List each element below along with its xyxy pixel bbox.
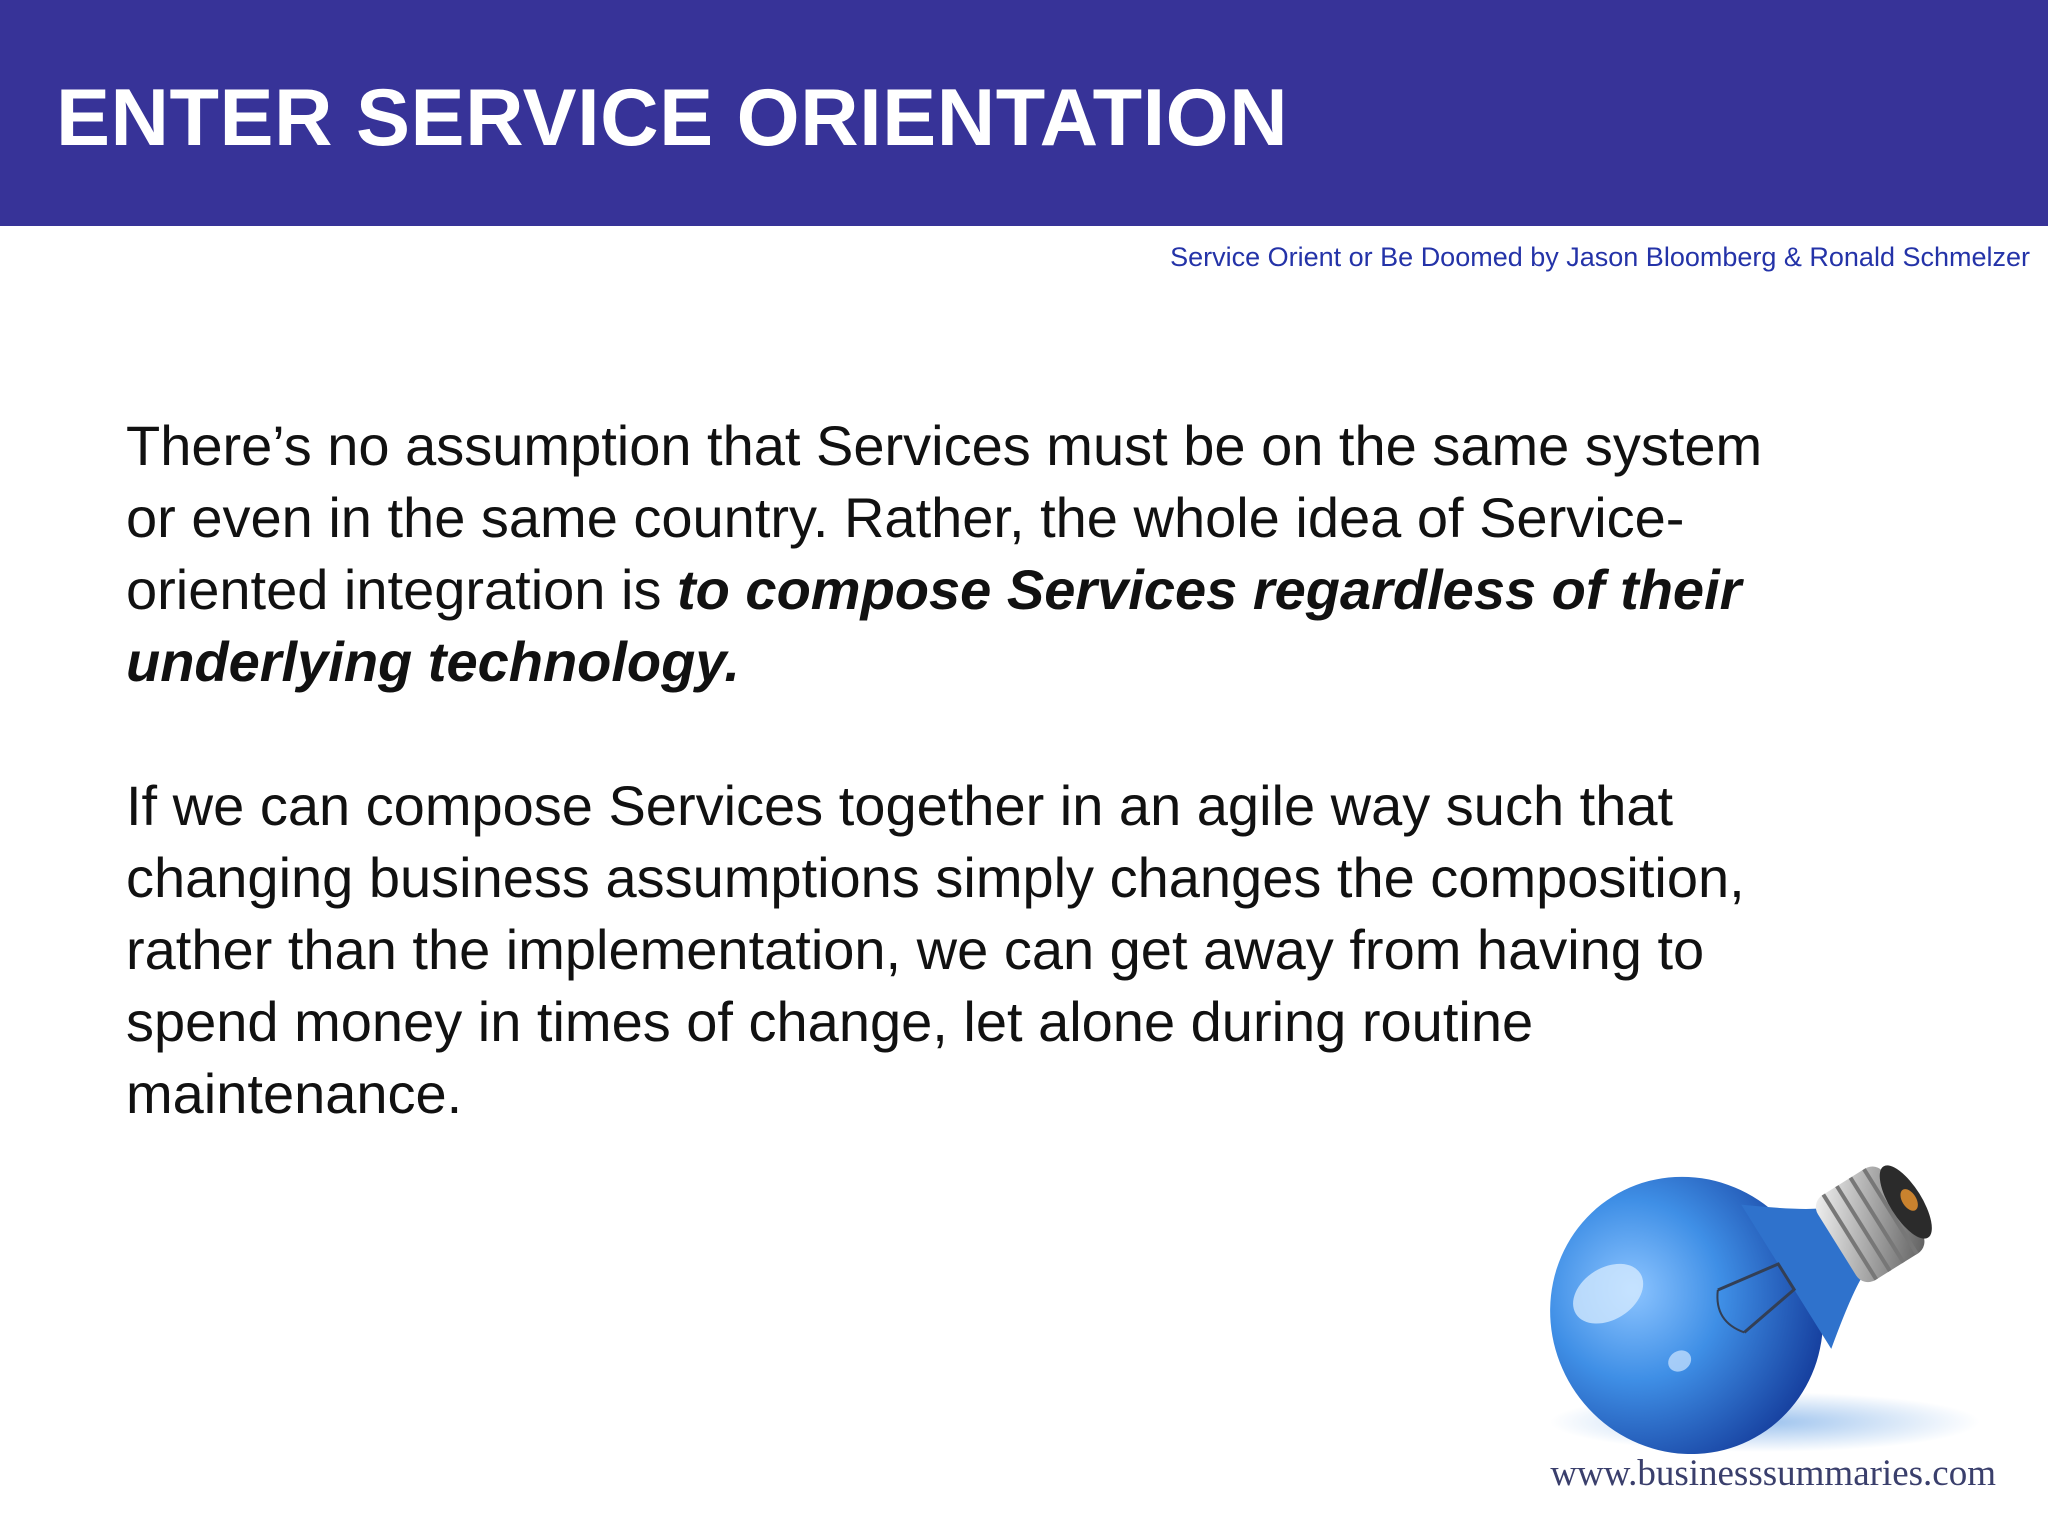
paragraph-1-emphasis-1: to compose Services regardless of their (677, 558, 1742, 621)
paragraph-1-line-1: There’s no assumption that Services must be on the same system (126, 414, 1763, 477)
paragraph-1-line-3: oriented integration is (126, 558, 678, 621)
body-text (126, 410, 2006, 1130)
paragraph-2-line-4: spend money in times of change, let alone during routine (126, 990, 1534, 1053)
paragraph-1-line-2: or even in the same country. Rather, the whole idea of Service- (126, 486, 1685, 549)
paragraph-1 (126, 410, 2006, 698)
lightbulb-icon (1535, 1100, 2005, 1460)
paragraph-2-line-2: changing business assumptions simply changes the composition, (126, 846, 1745, 909)
paragraph-2-line-1: If we can compose Services together in an agile way such that (126, 774, 1674, 837)
paragraph-2-line-5: maintenance. (126, 1062, 463, 1125)
source-credit: Service Orient or Be Doomed by Jason Bloomberg & Ronald Schmelzer (1170, 242, 2030, 272)
paragraph-1-emphasis-2: underlying technology. (126, 630, 740, 693)
paragraph-2 (126, 770, 2006, 1130)
paragraph-2-line-3: rather than the implementation, we can get away from having to (126, 918, 1705, 981)
lightbulb-image (1535, 1100, 2005, 1460)
website-url: www.businesssummaries.com (1550, 1453, 1996, 1494)
slide-title: ENTER SERVICE ORIENTATION (56, 73, 1289, 163)
